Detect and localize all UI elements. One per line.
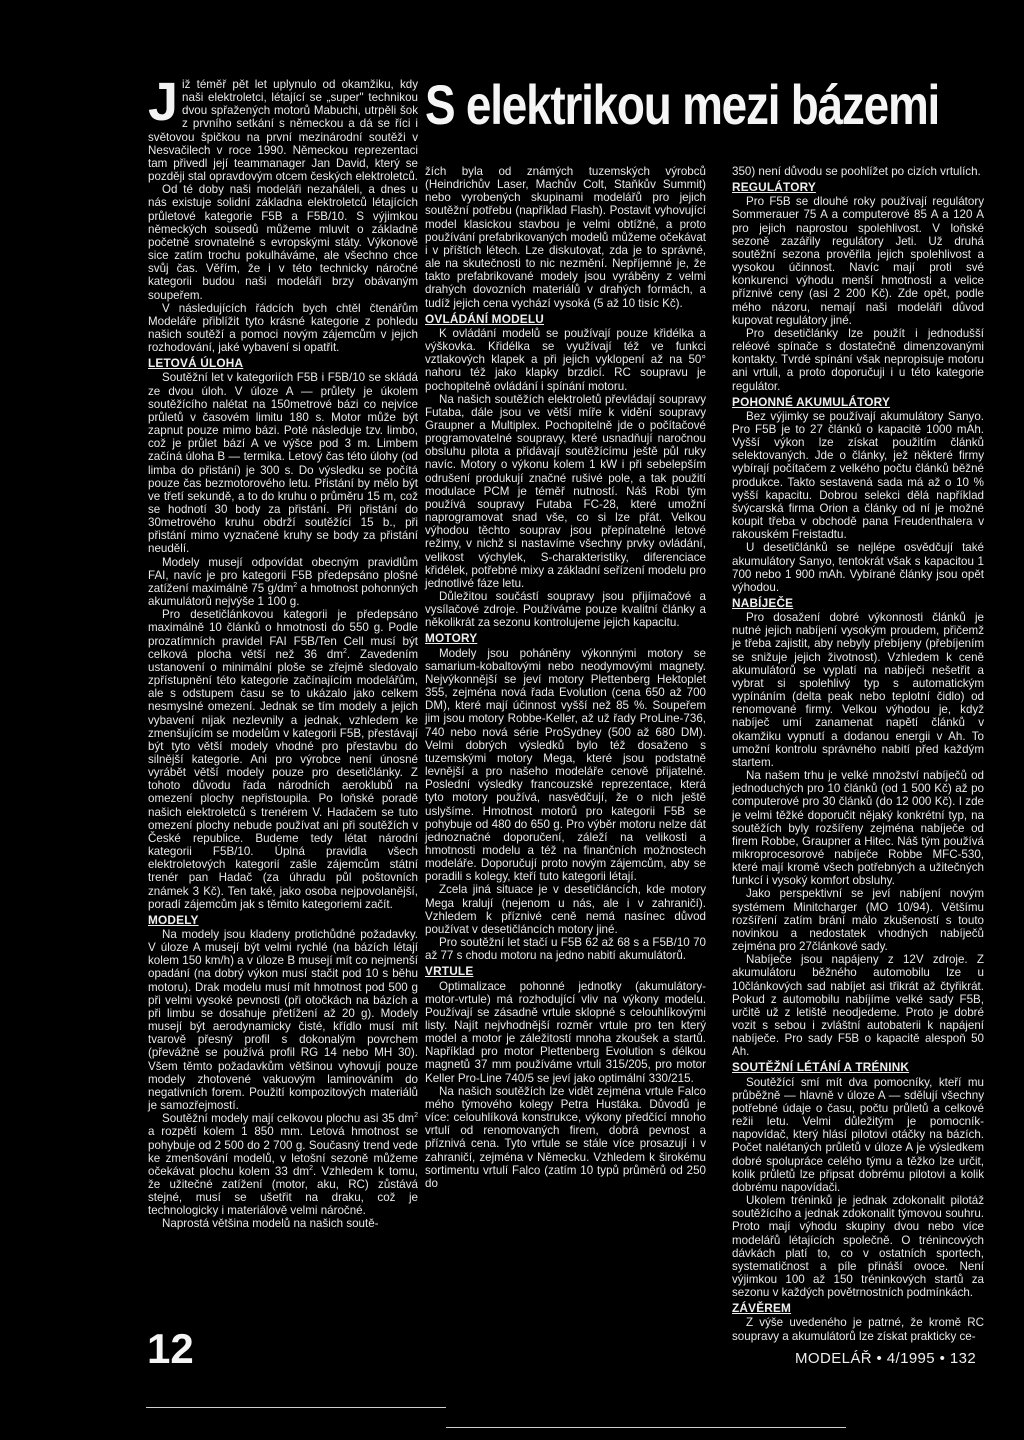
page-number: 12 bbox=[147, 1325, 194, 1372]
column-1 bbox=[148, 72, 418, 1231]
section-heading-letova-uloha: LETOVÁ ÚLOHA bbox=[148, 356, 244, 371]
paragraph: Naprostá většina modelů na našich soutě- bbox=[162, 1217, 379, 1231]
paragraph: Pro desetičlánky lze použít i jednodušší reléové spínače s dostatečně dimenzovanými kontakty. Tvrdé spínání však nepropisuje motoru ani vrtuli, a proto doporučuji i u této kategorie regulátor. bbox=[732, 326, 984, 393]
article-title: S elektrikou mezi bázemi bbox=[425, 73, 940, 136]
section-heading-ovladani: OVLÁDÁNÍ MODELU bbox=[425, 311, 544, 326]
section-heading-akumulatory: POHONNÉ AKUMULÁTORY bbox=[732, 394, 891, 409]
paragraph: Jako perspektivní se jeví nabíjení novým systémem Minitcharger (MO 10/94). Většímu rozšíření zatím brání málo zkušeností s touto novinkou a nedostatek vhodných nabíječů zejména pro 27článkové sady. bbox=[732, 887, 984, 954]
paragraph: Zcela jiná situace je v desetičláncích, kde motory Mega kralují (nejenom u nás, ale i v zahraničí). Vzhledem k příznivé ceně nemá nasínec důvod používat v desetičláncích motory jiné. bbox=[425, 883, 706, 936]
divider-line bbox=[146, 1407, 446, 1408]
section-heading-regulatory: REGULÁTORY bbox=[732, 180, 816, 195]
paragraph: Nabíječe jsou napájeny z 12V zdroje. Z akumulátoru běžného automobilu lze u 10článkových sad nabíjet asi třikrát až čtyřikrát. Pokud z automobilu nabíjíme velké sady F5B, určitě už z letiště neodjedeme. Proto je dobré vozit s sebou i zvláštní autobaterii k napájení nabíječe. Pro sady F5B o kapacitě alespoň 50 Ah. bbox=[732, 953, 984, 1059]
paragraph: U desetičlánků se nejlépe osvědčují také akumulátory Sanyo, tentokrát však s kapacitou 1 700 nebo 1 900 mAh. Vybírané články jsou opět výhodou. bbox=[732, 541, 984, 594]
paragraph: Od té doby naši modeláři nezaháleli, a dnes u nás existuje solidní základna elektroletců létajících průletové kategorie F5B a F5B/10. S výjimkou německých sousedů můžeme mluvit o základně početně srovnatelné s evropskými státy. Výkonově sice zatím trochu pokulháváme, ale všechno chce svůj čas. Věřím, že i v této technicky náročné kategorii budou naši modeláři brzy obávaným soupeřem. bbox=[148, 183, 418, 302]
divider-line bbox=[446, 1427, 846, 1428]
paragraph: V následujících řádcích bych chtěl čtenářům Modeláře přiblížit tyto krásné kategorie z pohledu našich soutěží a pomoci novým zájemcům v jejich rozhodování, jaké vybavení si opatřit. bbox=[148, 301, 418, 355]
magazine-footer: MODELÁŘ • 4/1995 • 132 bbox=[795, 1350, 977, 1367]
column-3 bbox=[732, 165, 984, 1343]
dropcap: J bbox=[148, 72, 179, 132]
paragraph: K ovládání modelů se používají pouze křidélka a výškovka. Křidélka se využívají též ve funkci vztlakových klapek a při jejich vyklopení až na 50° nahoru též jako klapky brzdicí. RC soupravu je pochopitelně ovládání i spínání motoru. bbox=[425, 326, 706, 393]
section-heading-nabijece: NABÍJEČE bbox=[732, 596, 794, 610]
paragraph: Na našem trhu je velké množství nabíječů od jednoduchých pro 10 článků (od 1 500 Kč) až po computerové pro 30 článků (do 12 000 Kč). I zde je velmi těžké doporučit nějaký konkrétní typ, na soutěžích byly rozšířeny zejména nabíječe od firem Robbe, Graupner a Hitec. Náš tým používá mikroprocesorové nabíječe Robbe MFC-530, které mají kromě všech potřebných a užitečných funkcí i vysoký komfort obsluhy. bbox=[732, 769, 984, 888]
section-heading-motory: MOTORY bbox=[425, 631, 478, 646]
section-heading-zaver: ZÁVĚREM bbox=[732, 1301, 792, 1316]
paragraph: Optimalizace pohonné jednotky (akumulátory-motor-vrtule) má rozhodující vliv na výkony modelu. Používají se zásadně vrtule sklopné s celouhlíkovými listy. Najít nejvhodnější rozměr vrtule pro ten který model a motor je záležitostí mnoha zkoušek a startů. Například pro motor Plettenberg Evolution s délkou magnetů 37 mm používáme vrtuli 315/205, pro motor Keller Pro-Line 740/5 se jeví jako optimální 330/215. bbox=[425, 979, 706, 1085]
paragraph: Ukolem tréninků je jednak zdokonalit pilotáž soutěžícího a jednak zdokonalit týmovou souhru. Proto mají výhodu skupiny dvou nebo více modelářů létajících společně. O trénincových dávkách platí to, co v ostatních sportech, systematičnost a píle přináší ovoce. Není výjimkou 100 až 150 tréninkových startů za sezonu v každých povětrnostních podmínkách. bbox=[732, 1194, 984, 1300]
paragraph: Soutěžící smí mít dva pomocníky, kteří mu průběžně — hlavně v úloze A — sdělují všechny potřebné údaje o času, počtu průletů a celkové režii letu. Velmi důležitým je pomocník-napovídač, který hlásí pilotovi otáčky na bázích. Počet nalétaných průletů v úloze A je výsledkem dobré spolupráce celého týmu a těžko lze určit, kolik průletů lze připsat dobrému pilotovi a kolik dobrému napovídači. bbox=[732, 1075, 984, 1194]
column-2 bbox=[425, 165, 706, 1190]
paragraph: Soutěžní let v kategoriích F5B i F5B/10 se skládá ze dvou úloh. V úloze A — průlety je úkolem soutěžícího nalétat na 150metrové bázi co nejvíce průletů v časovém limitu 180 s. Motor může být zapnut pouze mimo bázi. Poté následuje tzv. limbo, což je průlet bází A ve výšce pod 3 m. Limbem začíná úloha B — termika. Letový čas této úlohy (od limba do přistání) je 300 s. Do výsledku se počítá pouze čas bezmotorového letu. Přistání by mělo být ve třetí sekundě, a to do kruhu o průměru 15 m, což se hodnotí 30 body za přistání. Při přistání do 30metrového kruhu obdrží soutěžící 15 b., při přistání mimo vyznačené kruhy se body za přistání neudělí. bbox=[148, 371, 418, 556]
paragraph: Na našich soutěžích lze vidět zejména vrtule Falco mého týmového kolegy Petra Hustáka. Důvodů je více: celouhlíková konstrukce, výkony předčící mnoho vrtulí od renomovaných firem, dobrá pevnost a příznivá cena. Tyto vrtule se stále více prosazují i v zahraničí, zejména v Německu. Vzhledem k širokému sortimentu vrtulí Falco (zatím 10 typů průměrů od 250 do bbox=[425, 1084, 706, 1190]
paragraph: Z výše uvedeného je patrné, že kromě RC soupravy a akumulátorů lze získat prakticky ce- bbox=[732, 1316, 984, 1343]
section-heading-souteznim: SOUTĚŽNÍ LÉTÁNÍ A TRÉNINK bbox=[732, 1060, 910, 1075]
paragraph: Pro soutěžní let stačí u F5B 62 až 68 s a F5B/10 70 až 77 s chodu motoru na jedno nabití akumulátorů. bbox=[425, 936, 706, 963]
paragraph: Bez výjimky se používají akumulátory Sanyo. Pro F5B je to 27 článků o kapacitě 1000 mAh. Vyšší výkon lze získat použitím článků selektovaných. Jde o články, jež některé firmy vybírají počítačem z velkého počtu článků běžné produkce. Takto sestavená sada má až o 10 % vyšší kapacitu. Dobrou selekci dělá například švýcarská firma Orion a články od ní je možné koupit třeba v obchodě pana Freudenthalera v rakouském Freistadtu. bbox=[732, 409, 984, 542]
paragraph: Pro F5B se dlouhé roky používají regulátory Sommerauer 75 A a computerové 85 A a 120 A pro jejich naprostou spolehlivost. V loňské sezoně zazářily regulátory Jeti. Už druhá soutěžní sezona prověřila jejich spolehlivost a vysokou účinnost. Navíc mají proti své konkurenci výhodu menší hmotnosti a velice příznivé ceny (asi 2 200 Kč). Zde opět, podle mého názoru, nemají naši modeláři důvod kupovat regulátory jiné. bbox=[732, 195, 984, 327]
section-heading-modely: MODELY bbox=[148, 912, 199, 927]
paragraph: Na modely jsou kladeny protichůdné požadavky. V úloze A musejí být velmi rychlé (na bázích létají kolem 150 km/h) a v úloze B musejí mít co nejmenší opadání (na dobrý výkon musí stačit pod 10 s běhu motoru). Drak modelu musí mít hmotnost pod 500 g při velmi vysoké pevnosti (při otočkách na bázích a při limbu se dosahuje přetížení až 20 g). Modely musejí být aerodynamicky čisté, křídlo musí mít tvarově přesný profil s dokonalým povrchem (převážně se používá profil RG 14 nebo MH 30). Všem těmto požadavkům většinou vyhovují pouze modely zhotovené vakuovým laminováním do negativních forem. Použití kompozitových materiálů je samozřejmostí. bbox=[148, 928, 418, 1113]
paragraph: Pro desetičlánkovou kategorii je předepsáno maximálně 10 článků o hmotnosti do 550 g. Podle prozatímních pravidel FAI F5B/Ten Cell musí být celková plocha větší než 36 $dm^2$. Zavedením ustanovení o minimální ploše se zřejmě sledovalo zpřístupnění této kategorie začínajícím modelářům, ale s odstupem času se to ukázalo jako celkem nesmyslné omezení. Jednak se tím modely a jejich vybavení nijak nezlevnily a jednak, vzhledem ke zmenšujícím se modelům v kategorii F5B, přestávají být tyto větší modely vhodné pro přestavbu do silnější kategorie. Ani pro výrobce není únosné vyrábět větší modely pouze pro desetičlánky. Z tohoto důvodu řada národních aeroklubů na omezení plochy nepřistoupila. Po loňské poradě našich elektroletců s trenérem V. Hadačem se tuto omezení plochy nebude používat ani při soutěžích v České republice. Budeme tedy létat národní kategorii F5B/10. Úplná pravidla všech elektroletových kategorií zašle zájemcům státní trenér pan Hadač (za úhradu půl poštovních známek 3 Kč). Ten také, jako osoba nejpovolanější, poradí zájemcům jak s těmito kategoriemi začít. bbox=[148, 608, 418, 911]
paragraph: žích byla od známých tuzemských výrobců (Heindrichův Laser, Machův Colt, Staňkův Summit) nebo vyrobených skupinami modelářů pro jejich soutěžní potřebu (například Flash). Postavit vyhovující model klasickou stavbou je velmi obtížné, a proto používání prefabrikovaných modelů můžeme očekávat i v příštích létech. Lze diskutovat, zda je to správné, ale na skutečnosti to nic nezmění. Nepříjemné je, že takto prefabrikované modely jsou vyráběny z velmi drahých dovozních materiálů v drahých formách, a tudíž jejich cena vychází vysoká (5 až 10 tisíc Kč). bbox=[425, 165, 706, 310]
paragraph: Důležitou součástí soupravy jsou přijímačové a vysílačové zdroje. Používáme pouze kvalitní články a několikrát za sezonu kontrolujeme jejich kapacitu. bbox=[425, 590, 706, 630]
section-heading-vrtule: VRTULE bbox=[425, 964, 474, 979]
intro-paragraph: Již téměř pět let uplynulo od okamžiku, kdy naši elektroletci, létající se „super" technikou dvou spřažených motorů Mabuchi, utrpěli šok z prvního setkání s německou a dá se říci i světovou špičkou na první mezinárodní soutěži v Nesvačilech v roce 1990. Německou reprezentaci tam přivedl její teammanager Jan David, který se později stal opravdovým otcem českých elektroletců. bbox=[148, 72, 418, 184]
paragraph: Soutěžní modely mají celkovou plochu asi 35 $dm^2$ a rozpětí kolem 1 850 mm. Letová hmotnost se pohybuje od 2 500 do 2 700 g. Současný trend vede ke zmenšování modelů, v letošní sezoně můžeme očekávat plochu kolem 33 $dm^2$. Vzhledem k tomu, že užitečné zatížení (motor, aku, RC) zůstává stejné, musí se ušetřit na draku, což je technologicky i materiálově velmi náročné. bbox=[148, 1112, 418, 1218]
paragraph: 350) není důvodu se poohlížet po cizích vrtulích. bbox=[732, 165, 981, 178]
paragraph: Modely musejí odpovídat obecným pravidlům FAI, navíc je pro kategorii F5B předepsáno plošné zatížení maximálně 75 $g/dm^2$ a hmotnost pohonných akumulátorů nejvýše 1 100 g. bbox=[148, 555, 418, 609]
paragraph: Na našich soutěžích elektroletů převládají soupravy Futaba, dále jsou ve větší míře k vidění soupravy Graupner a Multiplex. Pochopitelně jde o počítačové programovatelné soupravy, které usnadňují naročnou obsluhu pilota a přidávají soutěžícímu ještě půl ruky navíc. Motory o výkonu kolem 1 kW i při sebelepším odrušení produkují značné rušivé pole, a tak použití modulace PCM je téměř nutností. Náš Robi tým používá soupravy Futaba FC-28, které umožní naprogramovat snad vše, co si lze přát. Velkou výhodou těchto souprav jsou přepínatelné letové režimy, v nichž si nastavíme všechny prvky ovládání, velikost výchylek, S-charakteristiky, diferenciace křidélek, potřebné mixy a základní seřízení modelu pro jednotlivé fáze letu. bbox=[425, 392, 706, 590]
paragraph: Pro dosažení dobré výkonnosti článků je nutné jejich nabíjení vysokým proudem, přičemž je třeba zajistit, aby nebyly přebíjeny (přebíjením se snižuje jejich životnost). Vzhledem k ceně akumulátorů se vyplatí na nabíječi nešetřit a vybrat si spolehlivý typ s automatickým vypínáním (delta peak nebo teplotní čidlo) od renomované firmy. Velkou výhodou je, když nabíječ umí zanamenat napětí článků v okamžiku vypnutí a dodanou energii v Ah. To umožní kontrolu správného nabití před každým startem. bbox=[732, 611, 984, 769]
paragraph: Modely jsou poháněny výkonnými motory se samarium-kobaltovými nebo neodymovými magnety. Nejvýkonnější se jeví motory Plettenberg Hektoplet 355, zejména nová řada Evolution (cena 650 až 700 DM), které mají účinnost vyšší než 85 %. Soupeřem jim jsou motory Robbe-Keller, až už řady ProLine-736, 740 nebo nová série ProSydney (500 až 680 DM). Velmi dobrých výsledků bylo též dosaženo s tuzemskými motory Mega, které jsou podstatně levnější a pro našeho modeláře cenově přijatelné. Poslední výsledky francouzské reprezentace, která tyto motory používá, nasvědčují, že o nich ještě uslyšíme. Hmotnost motorů pro kategorii F5B se pohybuje od 480 do 650 g. Pro výběr motoru nelze dát jednoznačné doporučení, záleží na velikosti a hmotnosti modelu a též na finančních možnostech modeláře. Doporučují proto novým zájemcům, aby se poradili s kolegy, kteří tuto kategorii létají. bbox=[425, 646, 706, 884]
